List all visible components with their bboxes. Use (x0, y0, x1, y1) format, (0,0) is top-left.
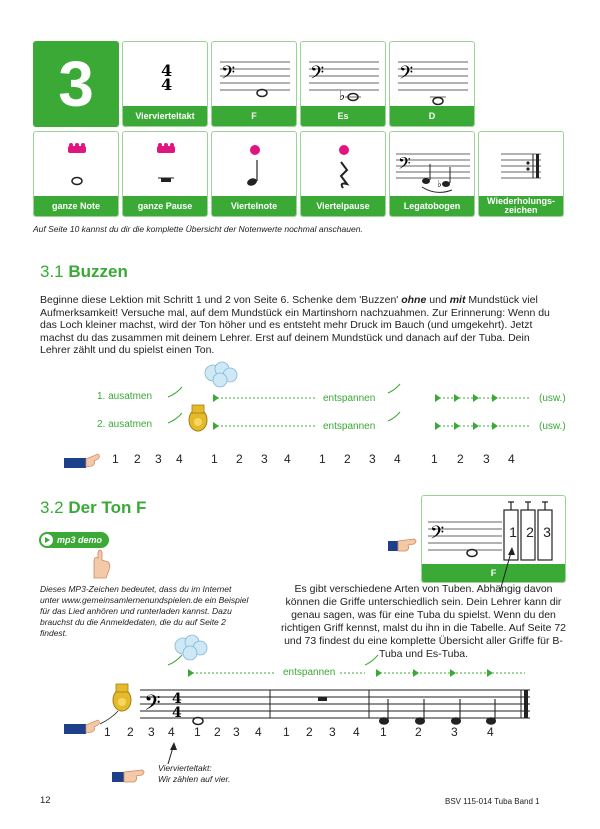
staff-note-f-icon (212, 42, 297, 108)
count-beat: 1 (431, 452, 438, 466)
count-beat: 1 (380, 725, 387, 739)
relax-label: entspannen (283, 667, 336, 678)
play-icon (41, 534, 53, 546)
count-beat: 2 (344, 452, 351, 466)
svg-text:♭: ♭ (339, 89, 346, 104)
time-signature-note-line: Viervierteltakt: (158, 763, 212, 773)
time-signature-note (158, 763, 230, 785)
svg-text:4: 4 (161, 61, 173, 80)
chapter-number: 3 (58, 48, 94, 120)
inhale-arrow (388, 412, 400, 421)
count-beat: 2 (306, 725, 313, 739)
count-beat: 1 (112, 452, 119, 466)
count-beat: 4 (176, 452, 183, 466)
flow-arrowheads (213, 394, 498, 430)
count-beat: 1 (319, 452, 326, 466)
tuba-icon (189, 405, 207, 431)
count-row-ton-f (0, 725, 600, 741)
overview-note: Auf Seite 10 kannst du dir die komplette Übersicht der Notenwerte nochmal anschauen. (33, 224, 363, 234)
section-title: Der Ton F (68, 498, 147, 517)
card-label: Wiederholungs-zeichen (479, 196, 563, 216)
paragraph-text: Beginne diese Lektion mit Schritt 1 und 2 von Seite 6. Schenke dem 'Buzzen' (40, 294, 402, 306)
card-legato (389, 131, 475, 217)
count-beat: 4 (487, 725, 494, 739)
count-beat: 3 (369, 452, 376, 466)
card-label: Viertelnote (212, 196, 296, 216)
card-label: ganze Note (34, 196, 118, 216)
card-label: Viervierteltakt (123, 106, 207, 126)
time-signature-icon (123, 42, 208, 108)
card-whole-note (33, 131, 119, 217)
svg-text:𝄢: 𝄢 (399, 63, 414, 88)
count-beat: 3 (233, 725, 240, 739)
staff-note-es-icon (301, 42, 386, 108)
inhale-arrow (168, 655, 182, 665)
count-beat: 2 (127, 725, 134, 739)
breath-cloud-icon (175, 635, 207, 660)
time-signature-bottom: 4 (172, 705, 182, 721)
count-beat: 3 (148, 725, 155, 739)
count-beat: 1 (211, 452, 218, 466)
tuba-icon (113, 684, 131, 711)
step-exhale-2: 2. ausatmen (97, 419, 153, 430)
card-label: Viertelpause (301, 196, 385, 216)
pointing-hand-icon (112, 766, 152, 788)
pointing-hand-icon (84, 548, 114, 580)
whole-rest (318, 697, 327, 701)
mp3-explanation: Dieses MP3-Zeichen bedeutet, dass du im Internet unter www.gemeinsamlernenundspielen.de ein Beispiel für das Lied anhören und runterladen kannst. Dazu brauchst du die Anmeldedaten, die du auf Seite 2 findest. (40, 584, 249, 638)
valve-number: 1 (509, 524, 517, 540)
section-number: 3.1 (40, 262, 64, 281)
paragraph-text: und (426, 294, 450, 306)
count-beat: 2 (415, 725, 422, 739)
count-beat: 3 (155, 452, 162, 466)
svg-text:𝄢: 𝄢 (310, 63, 325, 88)
count-beat: 4 (353, 725, 360, 739)
svg-text:♭: ♭ (437, 179, 442, 190)
legato-slur-icon (390, 132, 475, 198)
card-time-signature (122, 41, 208, 127)
card-note-f (211, 41, 297, 127)
card-quarter-rest (300, 131, 386, 217)
tuba-types-paragraph: Es gibt verschiedene Arten von Tuben. Abhängig davon können die Griffe unterschiedlich sein. Dein Lehrer kann dir genau sagen, was für eine Tuba du spielst. Wenn du den richtigen Griff kennst, malst du ihn in die Tabelle. Auf Seite 72 und 73 findest du eine komplette Übersicht aller Griffe für B-Tuba und Es-Tuba. (280, 583, 567, 660)
section-number: 3.2 (40, 498, 64, 517)
fingering-label: F (422, 564, 565, 582)
section-heading-ton-f (40, 498, 146, 518)
emphasis-mit: mit (449, 294, 466, 306)
card-whole-rest (122, 131, 208, 217)
staff-note-d-icon (390, 42, 475, 108)
card-note-d (389, 41, 475, 127)
emphasis-ohne: ohne (401, 294, 427, 306)
count-beat: 4 (255, 725, 262, 739)
card-quarter-note (211, 131, 297, 217)
time-signature-note-line: Wir zählen auf vier. (158, 774, 231, 784)
card-label: D (390, 106, 474, 126)
step-exhale-1: 1. ausatmen (97, 391, 153, 402)
etc-label-2: (usw.) (539, 421, 566, 432)
inhale-arrow (365, 655, 378, 665)
buzzen-paragraph (40, 294, 560, 357)
pointing-hand-icon (388, 533, 424, 557)
relax-label-2: entspannen (323, 421, 376, 432)
section-title: Buzzen (68, 262, 128, 281)
repeat-sign-icon (479, 132, 564, 198)
whole-note-icon (34, 132, 119, 198)
whole-rest-icon (123, 132, 208, 198)
valve-number: 2 (526, 524, 534, 540)
card-label: Legatobogen (390, 196, 474, 216)
page-number: 12 (40, 795, 51, 806)
chapter-number-box (33, 41, 119, 127)
quarter-note-icon (212, 132, 297, 198)
svg-text:4: 4 (161, 75, 173, 94)
count-beat: 1 (283, 725, 290, 739)
section-heading-buzzen (40, 262, 128, 282)
count-beat: 3 (329, 725, 336, 739)
relax-label-1: entspannen (323, 393, 376, 404)
quarter-notes (380, 699, 496, 724)
count-beat: 3 (261, 452, 268, 466)
count-row-buzzen (0, 452, 600, 468)
time-signature-top: 4 (172, 691, 182, 707)
valve-number: 3 (543, 524, 551, 540)
svg-text:𝄢: 𝄢 (221, 63, 236, 88)
svg-text:𝄢: 𝄢 (430, 523, 445, 548)
quarter-rest-icon (301, 132, 386, 198)
final-bar-thick (524, 690, 528, 718)
count-beat: 4 (168, 725, 175, 739)
count-beat: 1 (104, 725, 111, 739)
paragraph-text: Mundstück viel Aufmerksamkeit! Versuche mal, auf dem Mundstück ein Martinshorn nachzuahmen. Zur Erinnerung: Wenn du das Loch kleiner machst, wird der Ton höher und es entsteht mehr Druck im Bauch (und umgekehrt). Jetzt machst du das zusammen mit deinem Lehrer. Erst auf deinem Mundstück und danach auf der Tuba. Dein Lehrer zählt und du spielst einen Ton. (40, 294, 550, 356)
card-label: Es (301, 106, 385, 126)
whole-note (193, 718, 203, 725)
count-beat: 3 (451, 725, 458, 739)
card-label: ganze Pause (123, 196, 207, 216)
publication-id: BSV 115-014 Tuba Band 1 (445, 797, 540, 806)
staff-lines (140, 690, 530, 718)
count-beat: 2 (134, 452, 141, 466)
count-beat: 4 (394, 452, 401, 466)
breath-cloud-icon (205, 362, 237, 387)
card-label: F (212, 106, 296, 126)
mp3-demo-button[interactable] (39, 532, 109, 548)
count-beat: 2 (214, 725, 221, 739)
card-note-es (300, 41, 386, 127)
card-repeat-sign (478, 131, 564, 217)
etc-label-1: (usw.) (539, 393, 566, 404)
svg-text:𝄢: 𝄢 (398, 153, 411, 177)
count-beat: 4 (284, 452, 291, 466)
count-beat: 3 (483, 452, 490, 466)
inhale-arrow (388, 384, 400, 393)
bass-clef-icon: 𝄢 (144, 691, 161, 721)
count-beat: 4 (508, 452, 515, 466)
inhale-arrow (168, 387, 182, 397)
count-beat: 1 (194, 725, 201, 739)
count-beat: 2 (236, 452, 243, 466)
mp3-demo-label: mp3 demo (57, 535, 103, 545)
inhale-arrow (168, 413, 182, 423)
count-beat: 2 (457, 452, 464, 466)
